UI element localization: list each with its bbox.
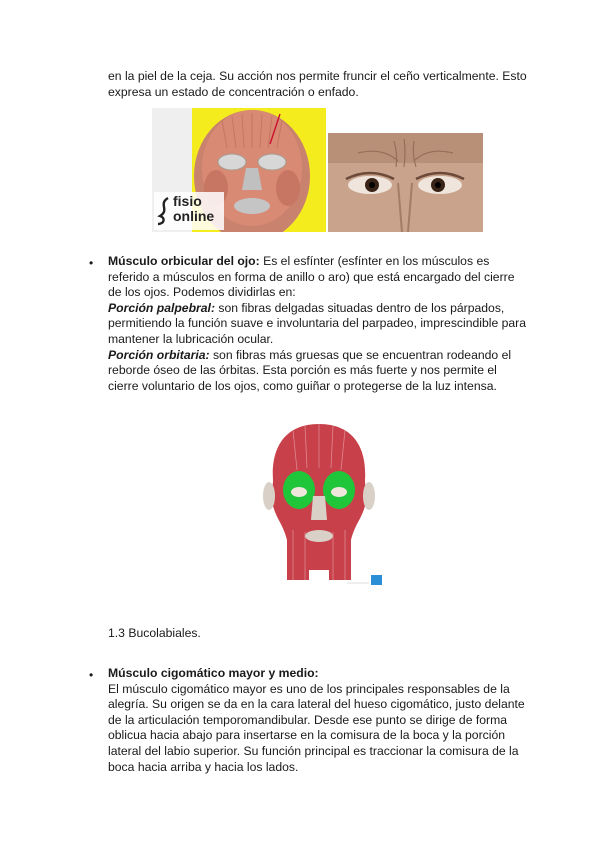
orbitaria-line-1 (108, 348, 528, 364)
orbicular-title: Músculo orbicular del ojo: (108, 254, 260, 268)
cigomatico-title: Músculo cigomático mayor y medio: (108, 666, 319, 680)
intro-paragraph (108, 69, 528, 100)
fisio-online-logo (154, 192, 224, 230)
orbicular-text: referido a músculos en forma de anillo o aro) que está encargado del cierre (108, 269, 515, 284)
intro-line: en la piel de la ceja. Su acción nos permite fruncir el ceño verticalmente. Esto (108, 69, 527, 83)
orbicular-text: de los ojos. Podemos dividirlas en: (108, 285, 296, 300)
orbicularis-oculi-image (253, 420, 385, 586)
cigomatico-text: de la articulación temporomandibular. Desde ese punto se dirige de forma (108, 712, 508, 727)
orbitaria-text: cierre voluntario de los ojos, como guiñar o protegerse de la luz intensa. (108, 378, 497, 393)
palpebral-text: mantener la lubricación ocular. (108, 331, 274, 346)
logo-word-fisio: fisio (173, 193, 202, 209)
cigomatico-text: oblicua hacia abajo para insertarse en la comisura de la boca y la porción (108, 728, 506, 743)
source-badge-icon (371, 575, 382, 585)
logo-swoosh-icon (156, 196, 172, 226)
head-muscles-illustration (253, 420, 385, 586)
cigomatico-text: boca hacia arriba y hacia los lados. (108, 759, 299, 774)
orbitaria-label: Porción orbitaria: (108, 347, 210, 362)
palpebral-line-1 (108, 301, 528, 317)
orbitaria-text: reborde óseo de las órbitas. Esta porción es más fuerte y nos permite el (108, 363, 497, 378)
logo-word-online: online (173, 208, 215, 224)
intro-line: expresa un estado de concentración o enfado. (108, 84, 359, 99)
palpebral-text: permitiendo la función suave e involuntaria del parpadeo, imprescindible para (108, 316, 527, 331)
procerus-anatomy-image (152, 108, 326, 232)
bullet-marker: • (89, 668, 94, 682)
section-heading: 1.3 Bucolabiales. (108, 626, 201, 640)
cigomatico-text: El músculo cigomático mayor es uno de los principales responsables de la (108, 681, 510, 696)
palpebral-text: son fibras delgadas situadas dentro de los párpados, (215, 300, 505, 315)
bullet-marker: • (89, 256, 94, 270)
frown-face-illustration (328, 133, 483, 232)
orbicular-paragraph (108, 254, 528, 394)
frowning-eyes-photo (328, 133, 483, 232)
orbicular-line-1 (108, 254, 528, 270)
cigomatico-text: lateral del labio superior. Su función principal es traccionar la comisura de la (108, 743, 519, 758)
orbicular-text: Es el esfínter (esfínter en los músculos es (259, 254, 490, 268)
palpebral-label: Porción palpebral: (108, 300, 215, 315)
cigomatico-paragraph (108, 666, 528, 775)
orbitaria-text: son fibras más gruesas que se encuentran rodeando el (209, 347, 512, 362)
cigomatico-text: alegría. Su origen se da en la cara lateral del hueso cigomático, justo delante (108, 697, 525, 712)
